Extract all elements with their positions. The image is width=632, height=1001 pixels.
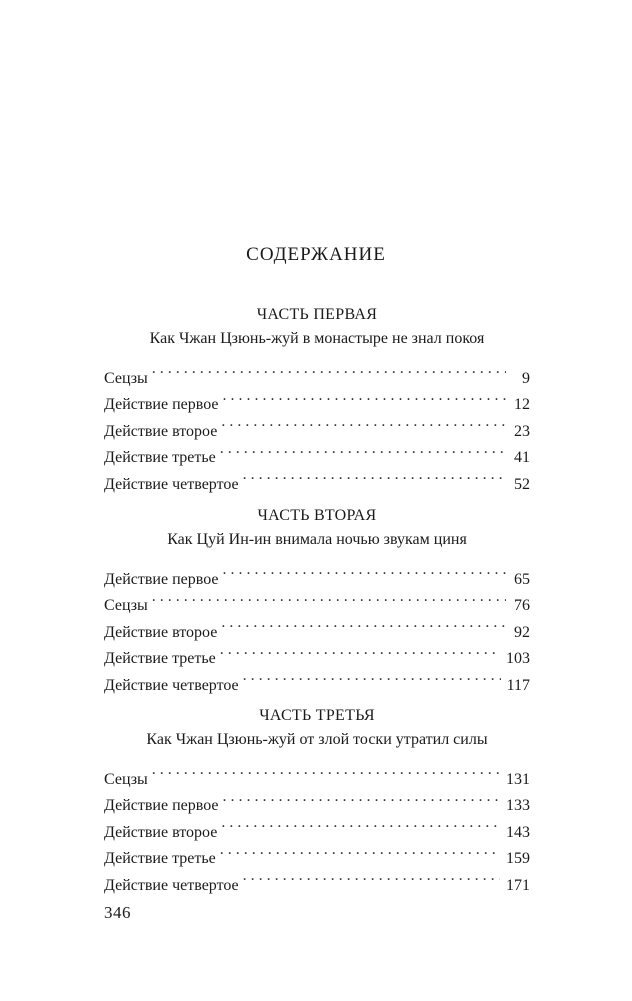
toc-entry-label: Действие первое [104, 396, 219, 413]
toc-entry-label: Действие третье [104, 650, 216, 667]
part-subtitle: Как Чжан Цзюнь-жуй в монастыре не знал покоя [149, 330, 485, 347]
toc-entry-page: 65 [514, 570, 530, 588]
toc-entry-page: 131 [506, 770, 530, 788]
dot-leader [223, 557, 507, 584]
toc-part [104, 705, 530, 894]
toc-entry-page: 41 [514, 449, 530, 466]
toc-entry-label: Сецзы [104, 770, 148, 788]
toc-entry[interactable] [104, 557, 530, 588]
toc-entry-page: 103 [506, 650, 530, 667]
toc-entry-label: Действие третье [104, 449, 216, 466]
toc-entry[interactable] [104, 584, 530, 614]
dot-leader [223, 383, 507, 410]
page-number: 346 [104, 903, 131, 922]
part-heading: ЧАСТЬ ПЕРВАЯ [256, 306, 378, 323]
toc-entry-page: 133 [506, 797, 530, 814]
part-heading: ЧАСТЬ ТРЕТЬЯ [259, 707, 375, 724]
dot-leader [152, 356, 506, 383]
toc-entry-page: 143 [506, 823, 530, 841]
toc-entry-page: 52 [514, 475, 530, 493]
page-title: СОДЕРЖАНИЕ [246, 244, 386, 265]
toc-entry-label: Действие третье [104, 850, 216, 867]
toc-entry-label: Действие первое [104, 797, 219, 814]
dot-leader [220, 837, 500, 864]
dot-leader [223, 784, 501, 811]
dot-leader [152, 584, 506, 611]
dot-leader [152, 757, 500, 784]
dot-leader [243, 863, 500, 890]
toc-entry-page: 12 [514, 396, 530, 413]
toc-entry-page: 92 [514, 623, 530, 641]
toc-entry-label: Действие четвертое [104, 676, 239, 694]
toc-part [104, 304, 530, 493]
toc-entry-page: 9 [522, 369, 530, 387]
toc-entry-label: Действие второе [104, 623, 218, 641]
dot-leader [221, 810, 500, 837]
toc-entry-page: 159 [506, 850, 530, 867]
toc-entry-label: Действие первое [104, 570, 219, 588]
dot-leader [243, 663, 501, 690]
toc-entry[interactable] [104, 356, 530, 387]
toc-entry-page: 76 [514, 597, 530, 614]
part-subtitle: Как Чжан Цзюнь-жуй от злой тоски утратил силы [146, 731, 488, 748]
toc-list [104, 356, 530, 493]
toc-entry[interactable] [104, 757, 530, 788]
toc-entry-label: Действие второе [104, 422, 218, 440]
toc-entry-page: 171 [506, 876, 530, 894]
dot-leader [220, 637, 500, 664]
dot-leader [220, 436, 506, 463]
toc-entry[interactable] [104, 784, 530, 814]
dot-leader [221, 409, 506, 436]
toc-entry-label: Действие четвертое [104, 876, 239, 894]
part-heading: ЧАСТЬ ВТОРАЯ [257, 507, 377, 524]
toc-entry-label: Действие четвертое [104, 475, 239, 493]
toc-entry-page: 23 [514, 422, 530, 440]
toc-list [104, 757, 530, 894]
part-subtitle: Как Цуй Ин-ин внимала ночью звукам циня [167, 531, 467, 548]
toc-part [104, 505, 530, 694]
toc-entry-label: Действие второе [104, 823, 218, 841]
toc-entry-page: 117 [506, 676, 530, 694]
toc-list [104, 557, 530, 694]
dot-leader [221, 610, 506, 637]
toc-entry-label: Сецзы [104, 369, 148, 387]
toc-entry[interactable] [104, 610, 530, 641]
dot-leader [243, 462, 506, 489]
toc-entry-label: Сецзы [104, 597, 148, 614]
toc-entry[interactable] [104, 383, 530, 413]
